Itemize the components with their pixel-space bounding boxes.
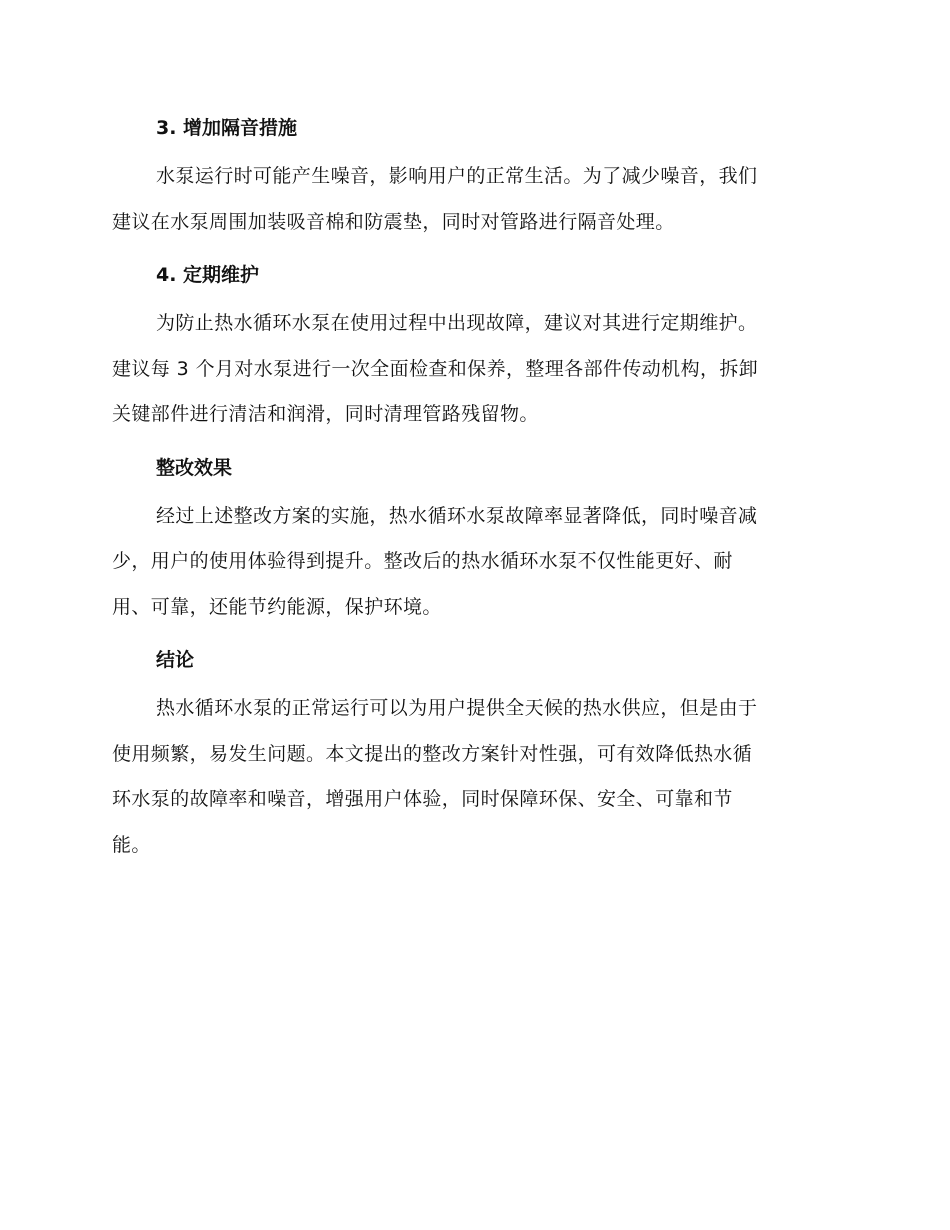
section-soundproofing xyxy=(112,106,832,245)
paragraph-line: 少，用户的使用体验得到提升。整改后的热水循环水泵不仅性能更好、耐 xyxy=(112,550,733,572)
paragraph-line: 热水循环水泵的正常运行可以为用户提供全天候的热水供应，但是由于 xyxy=(156,697,758,719)
paragraph-line: 建议每 3 个月对水泵进行一次全面检查和保养，整理各部件传动机构，拆卸 xyxy=(112,357,759,380)
paragraph-line: 用、可靠，还能节约能源，保护环境。 xyxy=(112,595,442,618)
paragraph-line: 使用频繁，易发生问题。本文提出的整改方案针对性强，可有效降低热水循 xyxy=(112,742,753,765)
section-heading: 4. 定期维护 xyxy=(156,264,260,286)
paragraph-line: 水泵运行时可能产生噪音，影响用户的正常生活。为了减少噪音，我们 xyxy=(156,165,758,187)
section-paragraph xyxy=(112,301,832,438)
section-heading: 整改效果 xyxy=(156,456,233,479)
paragraph-line: 为防止热水循环水泵在使用过程中出现故障，建议对其进行定期维护。 xyxy=(156,312,758,334)
paragraph-line: 经过上述整改方案的实施，热水循环水泵故障率显著降低，同时噪音减 xyxy=(156,504,758,527)
paragraph-line: 建议在水泵周围加装吸音棉和防震垫，同时对管路进行隔音处理。 xyxy=(112,210,675,233)
document-body xyxy=(112,106,832,876)
paragraph-line: 关键部件进行清洁和润滑，同时清理管路残留物。 xyxy=(112,403,539,425)
section-paragraph xyxy=(112,494,832,631)
section-heading: 结论 xyxy=(156,649,195,671)
paragraph-line: 环水泵的故障率和噪音，增强用户体验，同时保障环保、安全、可靠和节 xyxy=(112,788,733,810)
section-heading: 3. 增加隔音措施 xyxy=(156,117,298,139)
section-conclusion xyxy=(112,638,832,868)
section-paragraph xyxy=(112,686,832,868)
paragraph-line: 能。 xyxy=(112,833,151,856)
section-results xyxy=(112,446,832,631)
section-paragraph xyxy=(112,154,832,245)
section-maintenance xyxy=(112,253,832,438)
